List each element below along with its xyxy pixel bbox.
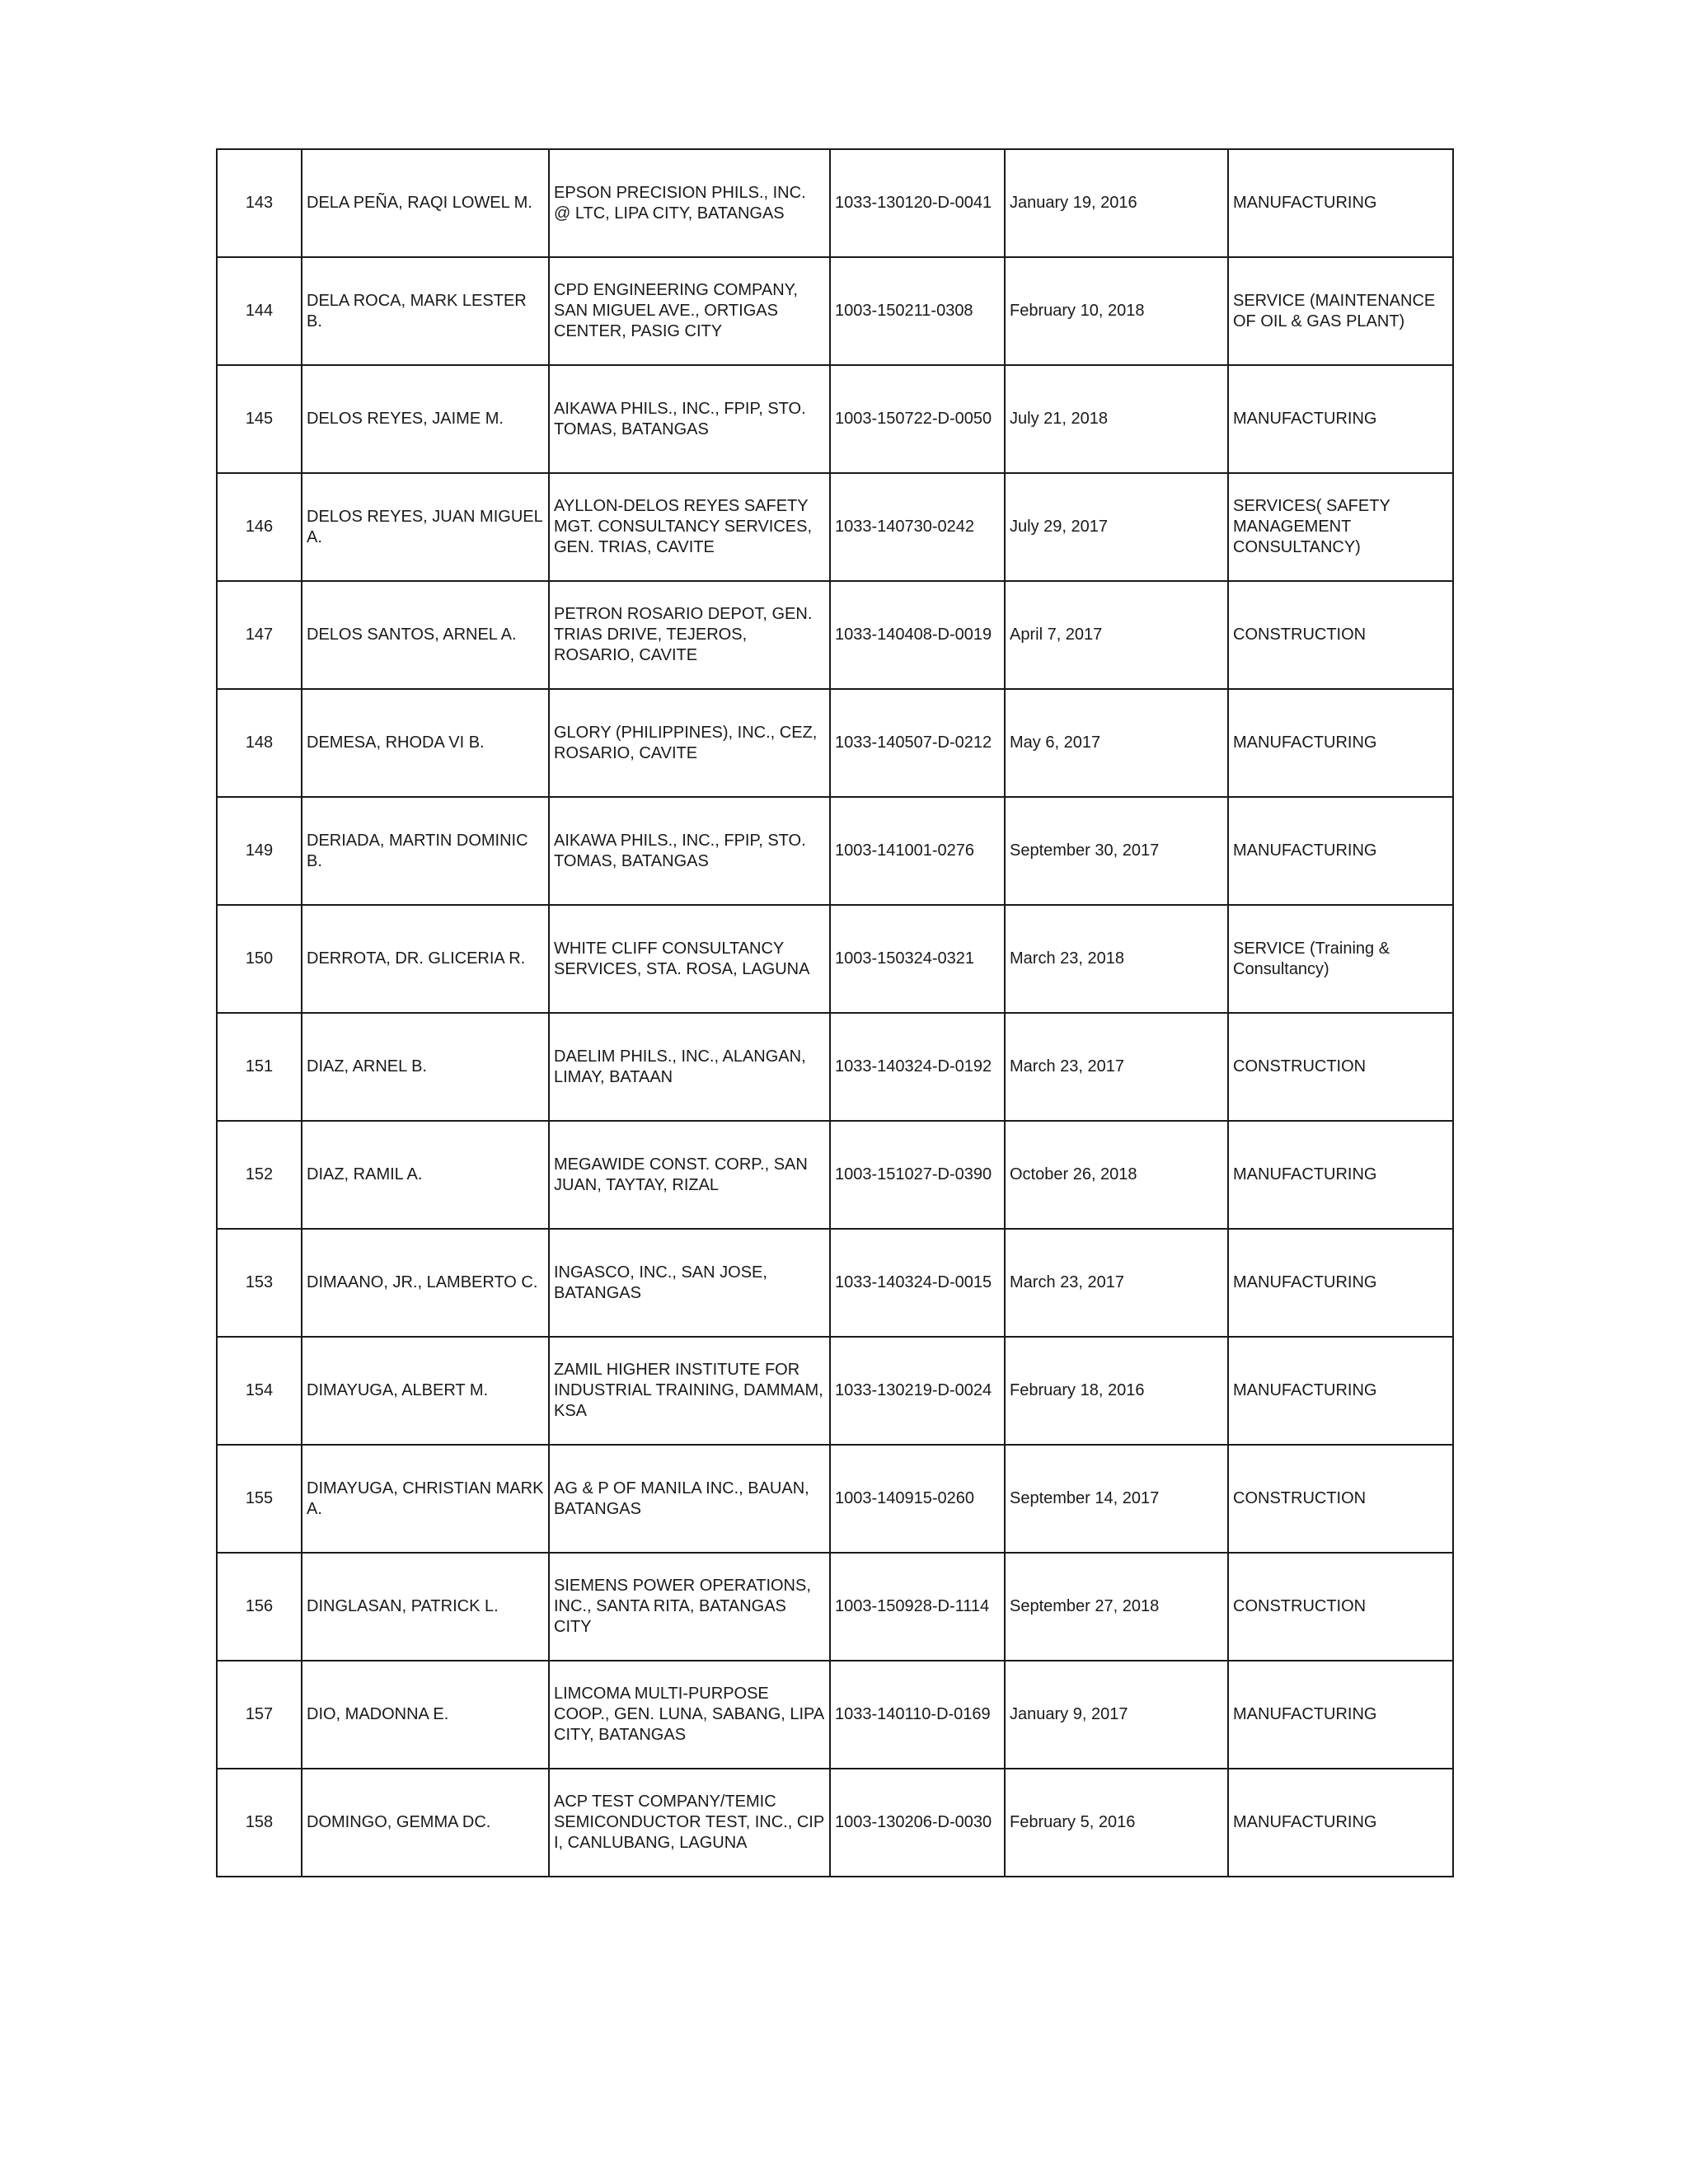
table-row (217, 905, 1453, 1013)
row-number: 147 (217, 581, 302, 689)
industry: CONSTRUCTION (1228, 581, 1453, 689)
validity-date: February 5, 2016 (1005, 1769, 1228, 1877)
accreditation-number: 1033-140507-D-0212 (830, 689, 1005, 797)
row-number: 153 (217, 1229, 302, 1337)
table-row (217, 581, 1453, 689)
industry: MANUFACTURING (1228, 1661, 1453, 1769)
company-address: ZAMIL HIGHER INSTITUTE FOR INDUSTRIAL TRAINING, DAMMAM, KSA (549, 1337, 830, 1445)
row-number: 148 (217, 689, 302, 797)
accreditation-number: 1003-141001-0276 (830, 797, 1005, 905)
company-address: AIKAWA PHILS., INC., FPIP, STO. TOMAS, BATANGAS (549, 365, 830, 473)
table-row (217, 1553, 1453, 1661)
validity-date: September 27, 2018 (1005, 1553, 1228, 1661)
company-address: MEGAWIDE CONST. CORP., SAN JUAN, TAYTAY, RIZAL (549, 1121, 830, 1229)
practitioner-name: DERIADA, MARTIN DOMINIC B. (302, 797, 549, 905)
accreditation-number: 1003-150722-D-0050 (830, 365, 1005, 473)
accreditation-number: 1003-140915-0260 (830, 1445, 1005, 1553)
row-number: 150 (217, 905, 302, 1013)
table-row (217, 1229, 1453, 1337)
industry: MANUFACTURING (1228, 365, 1453, 473)
table-row (217, 1769, 1453, 1877)
industry: MANUFACTURING (1228, 1769, 1453, 1877)
accreditation-number: 1033-140324-D-0015 (830, 1229, 1005, 1337)
practitioner-name: DIAZ, RAMIL A. (302, 1121, 549, 1229)
practitioner-name: DELA ROCA, MARK LESTER B. (302, 257, 549, 365)
practitioner-name: DIMAYUGA, ALBERT M. (302, 1337, 549, 1445)
validity-date: May 6, 2017 (1005, 689, 1228, 797)
table-body (217, 149, 1453, 1877)
company-address: SIEMENS POWER OPERATIONS, INC., SANTA RITA, BATANGAS CITY (549, 1553, 830, 1661)
validity-date: March 23, 2018 (1005, 905, 1228, 1013)
company-address: EPSON PRECISION PHILS., INC. @ LTC, LIPA CITY, BATANGAS (549, 149, 830, 257)
company-address: AYLLON-DELOS REYES SAFETY MGT. CONSULTANCY SERVICES, GEN. TRIAS, CAVITE (549, 473, 830, 581)
row-number: 158 (217, 1769, 302, 1877)
industry: MANUFACTURING (1228, 1229, 1453, 1337)
industry: MANUFACTURING (1228, 1121, 1453, 1229)
practitioner-name: DELA PEÑA, RAQI LOWEL M. (302, 149, 549, 257)
row-number: 149 (217, 797, 302, 905)
accreditation-number: 1003-151027-D-0390 (830, 1121, 1005, 1229)
practitioner-name: DIO, MADONNA E. (302, 1661, 549, 1769)
industry: SERVICE (Training & Consultancy) (1228, 905, 1453, 1013)
validity-date: July 29, 2017 (1005, 473, 1228, 581)
row-number: 152 (217, 1121, 302, 1229)
accreditation-number: 1003-150211-0308 (830, 257, 1005, 365)
table-row (217, 1661, 1453, 1769)
row-number: 154 (217, 1337, 302, 1445)
industry: SERVICES( SAFETY MANAGEMENT CONSULTANCY) (1228, 473, 1453, 581)
validity-date: October 26, 2018 (1005, 1121, 1228, 1229)
accreditation-number: 1033-130219-D-0024 (830, 1337, 1005, 1445)
industry: CONSTRUCTION (1228, 1445, 1453, 1553)
accreditation-number: 1033-140324-D-0192 (830, 1013, 1005, 1121)
table-row (217, 365, 1453, 473)
validity-date: March 23, 2017 (1005, 1013, 1228, 1121)
row-number: 157 (217, 1661, 302, 1769)
row-number: 145 (217, 365, 302, 473)
industry: MANUFACTURING (1228, 1337, 1453, 1445)
validity-date: March 23, 2017 (1005, 1229, 1228, 1337)
validity-date: July 21, 2018 (1005, 365, 1228, 473)
practitioner-name: DINGLASAN, PATRICK L. (302, 1553, 549, 1661)
row-number: 156 (217, 1553, 302, 1661)
table-row (217, 257, 1453, 365)
company-address: PETRON ROSARIO DEPOT, GEN. TRIAS DRIVE, TEJEROS, ROSARIO, CAVITE (549, 581, 830, 689)
row-number: 155 (217, 1445, 302, 1553)
row-number: 151 (217, 1013, 302, 1121)
company-address: AG & P OF MANILA INC., BAUAN, BATANGAS (549, 1445, 830, 1553)
table-row (217, 1445, 1453, 1553)
practitioner-name: DELOS SANTOS, ARNEL A. (302, 581, 549, 689)
validity-date: February 10, 2018 (1005, 257, 1228, 365)
company-address: WHITE CLIFF CONSULTANCY SERVICES, STA. ROSA, LAGUNA (549, 905, 830, 1013)
practitioner-name: DOMINGO, GEMMA DC. (302, 1769, 549, 1877)
table-row (217, 1121, 1453, 1229)
table-row (217, 473, 1453, 581)
practitioner-name: DIAZ, ARNEL B. (302, 1013, 549, 1121)
row-number: 143 (217, 149, 302, 257)
table-row (217, 1013, 1453, 1121)
company-address: DAELIM PHILS., INC., ALANGAN, LIMAY, BATAAN (549, 1013, 830, 1121)
accreditation-number: 1003-150324-0321 (830, 905, 1005, 1013)
row-number: 146 (217, 473, 302, 581)
practitioner-name: DIMAYUGA, CHRISTIAN MARK A. (302, 1445, 549, 1553)
industry: MANUFACTURING (1228, 797, 1453, 905)
industry: MANUFACTURING (1228, 689, 1453, 797)
table-row (217, 797, 1453, 905)
accreditation-number: 1033-140110-D-0169 (830, 1661, 1005, 1769)
validity-date: September 30, 2017 (1005, 797, 1228, 905)
industry: CONSTRUCTION (1228, 1013, 1453, 1121)
company-address: LIMCOMA MULTI-PURPOSE COOP., GEN. LUNA, SABANG, LIPA CITY, BATANGAS (549, 1661, 830, 1769)
company-address: GLORY (PHILIPPINES), INC., CEZ, ROSARIO, CAVITE (549, 689, 830, 797)
accreditation-number: 1033-130120-D-0041 (830, 149, 1005, 257)
validity-date: April 7, 2017 (1005, 581, 1228, 689)
practitioner-name: DEMESA, RHODA VI B. (302, 689, 549, 797)
company-address: INGASCO, INC., SAN JOSE, BATANGAS (549, 1229, 830, 1337)
table-row (217, 689, 1453, 797)
company-address: ACP TEST COMPANY/TEMIC SEMICONDUCTOR TEST, INC., CIP I, CANLUBANG, LAGUNA (549, 1769, 830, 1877)
practitioner-name: DELOS REYES, JUAN MIGUEL A. (302, 473, 549, 581)
accreditation-number: 1033-140408-D-0019 (830, 581, 1005, 689)
validity-date: January 9, 2017 (1005, 1661, 1228, 1769)
practitioner-name: DELOS REYES, JAIME M. (302, 365, 549, 473)
validity-date: September 14, 2017 (1005, 1445, 1228, 1553)
industry: MANUFACTURING (1228, 149, 1453, 257)
validity-date: February 18, 2016 (1005, 1337, 1228, 1445)
company-address: AIKAWA PHILS., INC., FPIP, STO. TOMAS, BATANGAS (549, 797, 830, 905)
accreditation-number: 1003-150928-D-1114 (830, 1553, 1005, 1661)
industry: CONSTRUCTION (1228, 1553, 1453, 1661)
industry: SERVICE (MAINTENANCE OF OIL & GAS PLANT) (1228, 257, 1453, 365)
validity-date: January 19, 2016 (1005, 149, 1228, 257)
practitioner-name: DERROTA, DR. GLICERIA R. (302, 905, 549, 1013)
accreditation-number: 1003-130206-D-0030 (830, 1769, 1005, 1877)
accreditation-number: 1033-140730-0242 (830, 473, 1005, 581)
table-row (217, 149, 1453, 257)
practitioner-table (216, 148, 1454, 1877)
company-address: CPD ENGINEERING COMPANY, SAN MIGUEL AVE., ORTIGAS CENTER, PASIG CITY (549, 257, 830, 365)
table-row (217, 1337, 1453, 1445)
row-number: 144 (217, 257, 302, 365)
practitioner-name: DIMAANO, JR., LAMBERTO C. (302, 1229, 549, 1337)
